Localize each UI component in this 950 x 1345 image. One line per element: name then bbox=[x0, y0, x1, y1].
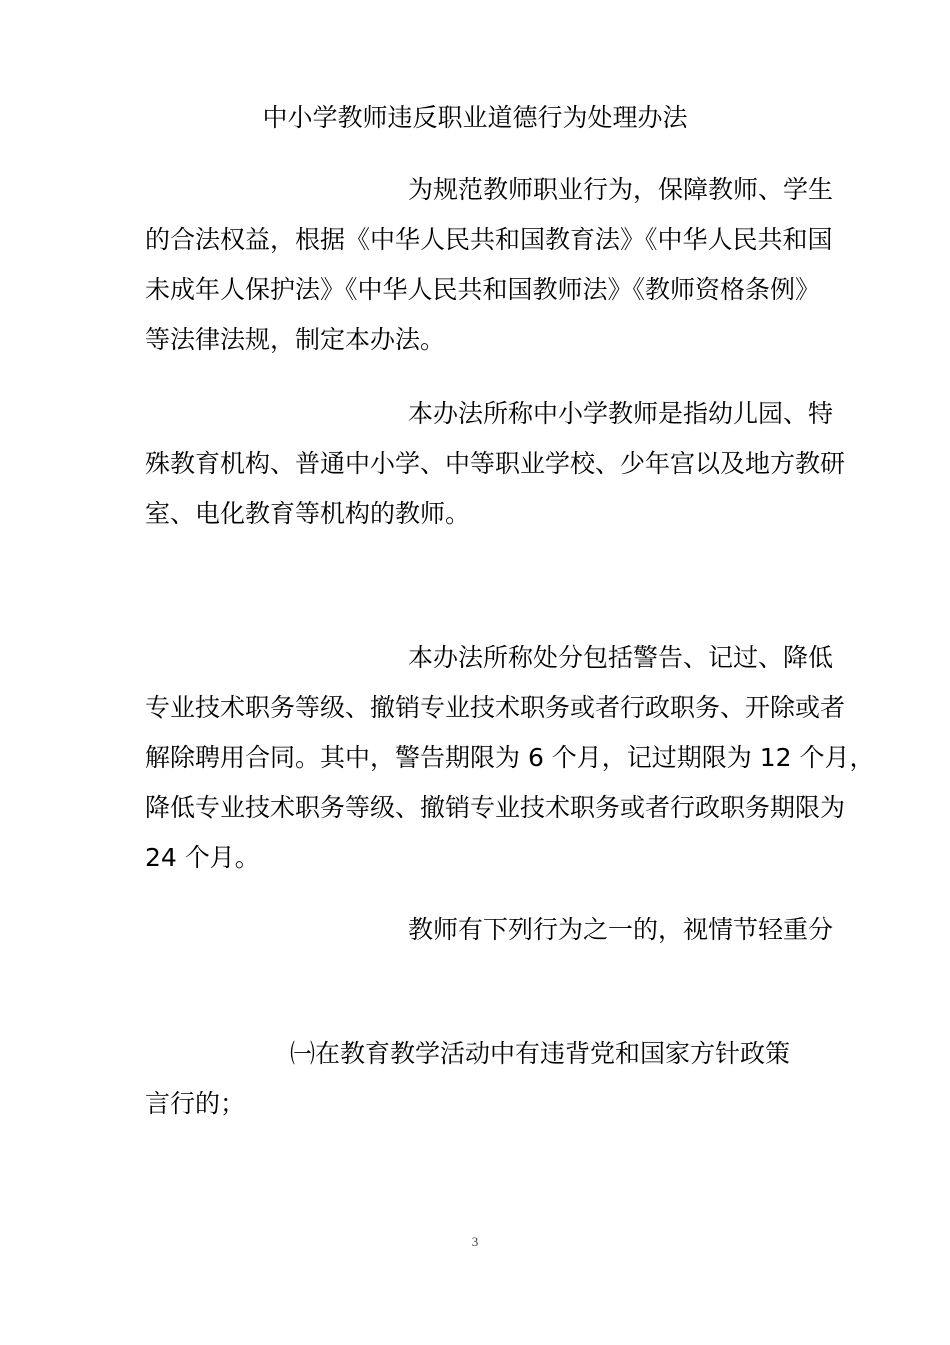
paragraph-2-line-2: 殊教育机构、普通中小学、中等职业学校、少年宫以及地方教研 bbox=[145, 449, 846, 478]
page-number: 3 bbox=[471, 1234, 479, 1249]
paragraph-1-line-2: 的合法权益，根据《中华人民共和国教育法》《中华人民共和国 bbox=[145, 225, 833, 254]
paragraph-4-line-1: 教师有下列行为之一的，视情节轻重分 bbox=[408, 915, 834, 944]
paragraph-3-line-3: 解除聘用合同。其中，警告期限为 6 个月，记过期限为 12 个月， bbox=[145, 743, 875, 772]
paragraph-3-line-4: 降低专业技术职务等级、撤销专业技术职务或者行政职务期限为 bbox=[145, 793, 846, 822]
paragraph-1-line-3: 未成年人保护法》《中华人民共和国教师法》《教师资格条例》 bbox=[145, 275, 821, 304]
paragraph-5-line-2: 言行的； bbox=[145, 1089, 246, 1118]
document-title: 中小学教师违反职业道德行为处理办法 bbox=[262, 103, 688, 132]
paragraph-3-line-5: 24 个月。 bbox=[145, 843, 260, 872]
paragraph-2-line-1: 本办法所称中小学教师是指幼儿园、特 bbox=[408, 399, 834, 428]
paragraph-2-line-3: 室、电化教育等机构的教师。 bbox=[145, 499, 471, 528]
paragraph-1-line-1: 为规范教师职业行为，保障教师、学生 bbox=[408, 175, 834, 204]
paragraph-3-line-2: 专业技术职务等级、撤销专业技术职务或者行政职务、开除或者 bbox=[145, 693, 846, 722]
paragraph-1-line-4: 等法律法规，制定本办法。 bbox=[145, 325, 446, 354]
paragraph-3-line-1: 本办法所称处分包括警告、记过、降低 bbox=[408, 643, 834, 672]
paragraph-5-line-1: ㈠在教育教学活动中有违背党和国家方针政策 bbox=[290, 1039, 791, 1068]
